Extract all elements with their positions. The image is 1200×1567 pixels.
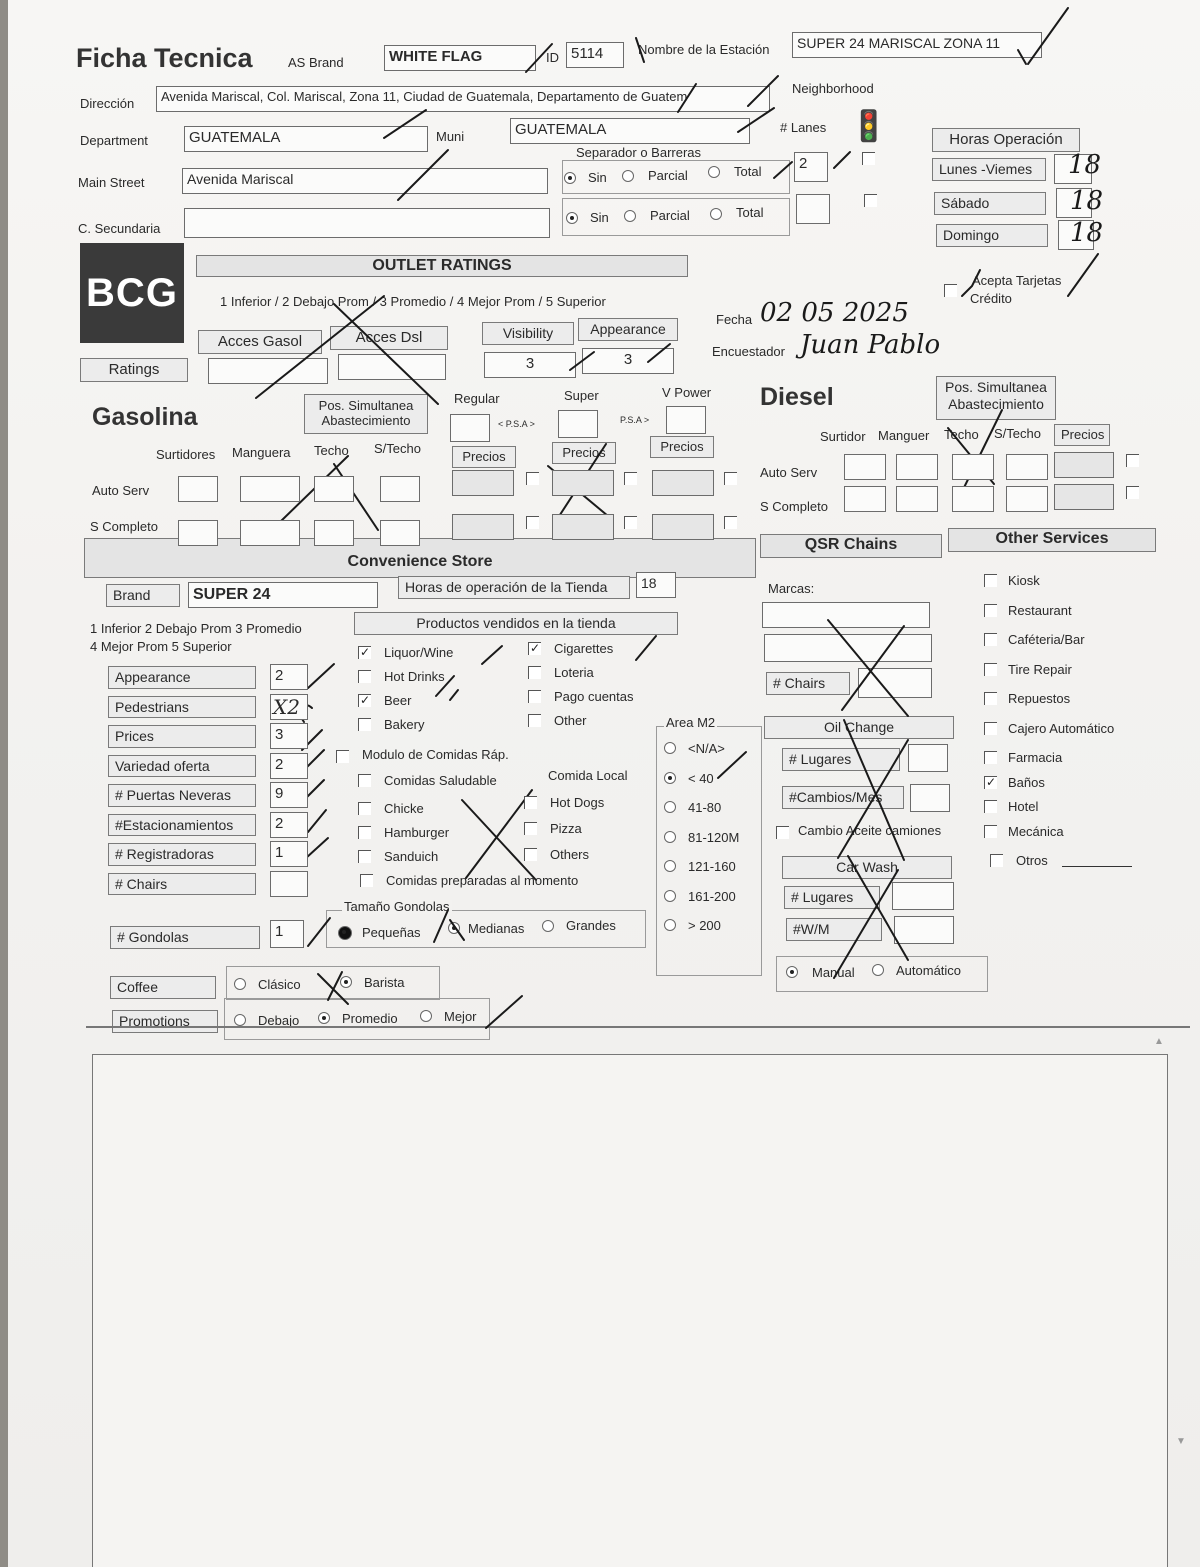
medianas-label: Medianas	[468, 921, 525, 936]
separador-label: Separador o Barreras	[576, 145, 702, 160]
gasolina-price-checkbox[interactable]	[724, 472, 737, 485]
acepta-tarjetas-label: Acepta Tarjetas	[972, 273, 1062, 288]
id-field[interactable]: 5114	[566, 42, 624, 68]
product-label: Beer	[384, 693, 412, 708]
comida-local-label: Comida Local	[548, 768, 628, 783]
qsr-chains-title: QSR Chains	[760, 534, 942, 558]
secundaria-label: C. Secundaria	[78, 221, 161, 236]
area-radio[interactable]	[664, 801, 676, 813]
store-metric-value[interactable]: 9	[270, 782, 308, 808]
neighborhood-label: Neighborhood	[792, 81, 874, 96]
total-label-1: Total	[734, 164, 762, 179]
acces-dsl-label: Acces Dsl	[330, 326, 448, 350]
diesel-cell[interactable]	[896, 454, 938, 480]
main-street-field[interactable]: Avenida Mariscal	[182, 168, 548, 194]
horas-tienda-field[interactable]: 18	[636, 572, 676, 598]
grandes-label: Grandes	[566, 918, 616, 933]
pequenas-label: Pequeñas	[362, 925, 421, 940]
product-checkbox[interactable]	[528, 666, 541, 679]
store-metric-label: Variedad oferta	[108, 755, 256, 778]
gasolina-title: Gasolina	[92, 403, 198, 431]
lanes-field[interactable]: 2	[794, 152, 828, 182]
gasolina-pos-simultanea-text: Pos. Simultanea	[318, 398, 414, 413]
store-metric-value[interactable]: 2	[270, 753, 308, 779]
mejor-label: Mejor	[444, 1009, 477, 1024]
service-checkbox[interactable]	[984, 692, 997, 705]
store-metric-label: Appearance	[108, 666, 256, 689]
manual-label: Manual	[812, 965, 855, 980]
area-radio[interactable]	[664, 919, 676, 931]
product-label: Loteria	[554, 665, 594, 680]
product-checkbox[interactable]: ✓	[359, 693, 371, 707]
department-field[interactable]: GUATEMALA	[184, 126, 428, 152]
diesel-title: Diesel	[760, 383, 834, 411]
store-metric-value[interactable]: X2	[270, 694, 308, 720]
food-label: Comidas preparadas al momento	[386, 873, 579, 888]
convenience-store-title: Convenience Store	[84, 538, 756, 578]
service-label: Mecánica	[1008, 823, 1064, 839]
gasolina-abastecimiento-text: Abastecimiento	[321, 413, 411, 428]
service-checkbox[interactable]	[984, 800, 997, 813]
area-option-label: 81-120M	[688, 829, 740, 845]
muni-field[interactable]: GUATEMALA	[510, 118, 750, 144]
psa-label-2: P.S.A >	[620, 415, 650, 425]
appearance-label: Appearance	[578, 318, 678, 341]
area-option-label: 41-80	[688, 800, 722, 815]
gasolina-cell[interactable]	[314, 476, 354, 502]
service-checkbox[interactable]	[984, 825, 997, 838]
mangueras-label: Manguera	[232, 445, 291, 460]
s-techo-label: S/Techo	[374, 441, 421, 456]
food-label: Hamburger	[384, 825, 450, 840]
product-checkbox[interactable]	[358, 670, 371, 683]
service-checkbox[interactable]	[984, 574, 997, 587]
parcial-label-1: Parcial	[648, 168, 688, 183]
visibility-field[interactable]: 3	[484, 352, 576, 378]
marcas-label: Marcas:	[768, 581, 815, 596]
product-label: Pago cuentas	[554, 689, 634, 704]
super-label: Super	[564, 388, 599, 403]
product-label: Liquor/Wine	[384, 645, 454, 660]
car-wash-label: Car Wash	[782, 856, 952, 879]
gasolina-price-field[interactable]	[552, 470, 614, 496]
s-completo-label: S Completo	[90, 519, 158, 534]
food-label: Chicke	[384, 801, 424, 816]
horas-operacion-label: Horas Operación	[932, 128, 1080, 152]
brand-label: Brand	[106, 584, 180, 607]
productos-label: Productos vendidos en la tienda	[354, 612, 678, 635]
service-label: Tire Repair	[1008, 661, 1072, 677]
area-radio[interactable]	[664, 831, 676, 843]
qsr-chairs-label: # Chairs	[766, 672, 850, 695]
form-title: Ficha Tecnica	[76, 43, 253, 73]
food-checkbox[interactable]	[358, 774, 371, 787]
store-metric-value[interactable]: 2	[270, 664, 308, 690]
cambios-mes-label: #Cambios/Mes	[782, 786, 904, 809]
scroll-down-icon[interactable]: ▼	[1176, 1436, 1186, 1447]
service-label: Caféteria/Bar	[1008, 632, 1085, 647]
area-option-label: 161-200	[688, 888, 736, 904]
gasolina-price-checkbox[interactable]	[624, 516, 637, 529]
product-label: Bakery	[384, 717, 425, 732]
outlet-ratings-title: OUTLET RATINGS	[196, 255, 688, 277]
weekdays-label: Lunes -Viemes	[932, 158, 1046, 181]
credito-label: Crédito	[970, 291, 1012, 306]
gasolina-cell[interactable]	[380, 520, 420, 546]
diesel-cell[interactable]	[952, 486, 994, 512]
appearance-field[interactable]: 3	[582, 348, 674, 374]
diesel-precios-label: Precios	[1054, 424, 1110, 446]
service-checkbox[interactable]	[984, 663, 997, 676]
diesel-price-checkbox[interactable]	[1126, 454, 1139, 467]
station-name-label: Nombre de la Estación	[638, 42, 770, 57]
id-label: ID	[546, 50, 559, 65]
product-checkbox[interactable]: ✓	[529, 641, 541, 655]
food-checkbox[interactable]	[524, 796, 537, 809]
direccion-label: Dirección	[80, 96, 135, 111]
modulo-comidas-label: Modulo de Comidas Ráp.	[362, 747, 509, 762]
area-radio[interactable]	[664, 860, 676, 872]
car-wash-wm-label: #W/M	[786, 918, 882, 941]
debajo-label: Debajo	[258, 1013, 300, 1028]
food-label: Others	[550, 847, 590, 862]
store-metric-label: Pedestrians	[108, 696, 256, 719]
cambio-camiones-label: Cambio Aceite camiones	[798, 823, 942, 838]
area-option-label: 121-160	[688, 859, 736, 874]
gasolina-cell[interactable]	[178, 520, 218, 546]
gasolina-price-checkbox[interactable]	[724, 516, 737, 529]
promedio-label: Promedio	[342, 1011, 398, 1026]
precios-super-label: Precios	[552, 442, 616, 464]
direccion-field[interactable]: Avenida Mariscal, Col. Mariscal, Zona 11, Ciudad de Guatemala, Departamento de Guatem	[156, 86, 770, 112]
department-label: Department	[80, 133, 148, 148]
other-services-title: Other Services	[948, 528, 1156, 552]
service-label: Hotel	[1008, 799, 1039, 814]
store-metric-label: # Registradoras	[108, 843, 256, 866]
manguer-label: Manguer	[878, 428, 930, 443]
diesel-cell[interactable]	[952, 454, 994, 480]
gasolina-price-field[interactable]	[652, 514, 714, 540]
area-option-label: <N/A>	[688, 741, 725, 756]
diesel-cell[interactable]	[844, 486, 886, 512]
brand-field[interactable]: SUPER 24	[188, 582, 378, 608]
automatico-label: Automático	[896, 963, 962, 978]
gasolina-price-checkbox[interactable]	[624, 472, 637, 485]
form-sheet	[8, 0, 1200, 1567]
fecha-value: 02 05 2025	[760, 298, 909, 328]
saturday-hours: 18	[1070, 186, 1104, 216]
diesel-abastecimiento-text: Abastecimiento	[948, 396, 1044, 412]
fecha-label: Fecha	[716, 312, 753, 327]
food-label: Comidas Saludable	[384, 773, 497, 788]
service-label: Kiosk	[1008, 573, 1040, 588]
product-checkbox[interactable]: ✓	[359, 645, 371, 659]
encuestador-label: Encuestador	[712, 344, 785, 359]
precios-regular-label: Precios	[452, 446, 516, 468]
gondolas-field[interactable]: 1	[270, 920, 304, 948]
store-metric-label: Prices	[108, 725, 256, 748]
area-radio[interactable]	[664, 742, 676, 754]
product-label: Cigarettes	[554, 641, 614, 656]
area-option-label: > 200	[688, 918, 721, 933]
product-label: Other	[554, 713, 587, 728]
gondolas-label: # Gondolas	[110, 926, 260, 949]
service-checkbox[interactable]	[984, 604, 997, 617]
visibility-label: Visibility	[482, 322, 574, 345]
auto-serv-label: Auto Serv	[92, 483, 150, 498]
total-label-2: Total	[736, 205, 764, 220]
store-scale-line1: 1 Inferior 2 Debajo Prom 3 Promedio	[90, 621, 302, 636]
store-metric-value[interactable]	[270, 871, 308, 897]
horas-tienda-label: Horas de operación de la Tienda	[398, 576, 630, 599]
traffic-light-icon: 🚦	[850, 110, 888, 143]
scroll-up-icon[interactable]: ▲	[1154, 1036, 1164, 1047]
weekdays-hours: 18	[1068, 150, 1102, 180]
food-label: Hot Dogs	[550, 795, 605, 810]
gasolina-cell[interactable]	[314, 520, 354, 546]
store-scale-line2: 4 Mejor Prom 5 Superior	[90, 639, 232, 654]
gasolina-price-field[interactable]	[652, 470, 714, 496]
gasolina-price-checkbox[interactable]	[526, 516, 539, 529]
gasolina-cell[interactable]	[178, 476, 218, 502]
muni-label: Muni	[436, 129, 465, 144]
area-radio[interactable]	[664, 772, 676, 784]
sunday-hours: 18	[1070, 218, 1104, 248]
lanes-label: # Lanes	[780, 120, 827, 135]
promotions-label: Promotions	[112, 1010, 218, 1033]
store-metric-label: # Puertas Neveras	[108, 784, 256, 807]
tamano-gondolas-label: Tamaño Gondolas	[344, 899, 450, 914]
diesel-price-field[interactable]	[1054, 452, 1114, 478]
gasolina-cell[interactable]	[240, 476, 300, 502]
gasolina-price-field[interactable]	[552, 514, 614, 540]
service-checkbox[interactable]	[984, 722, 997, 735]
product-checkbox[interactable]	[528, 714, 541, 727]
diesel-cell[interactable]	[896, 486, 938, 512]
diesel-techo-label: Techo	[944, 427, 979, 442]
diesel-cell[interactable]	[1006, 486, 1048, 512]
station-name-field[interactable]: SUPER 24 MARISCAL ZONA 11	[792, 32, 1042, 58]
food-checkbox[interactable]	[524, 848, 537, 861]
clasico-label: Clásico	[258, 977, 301, 992]
service-label: Baños	[1008, 774, 1045, 790]
area-radio[interactable]	[664, 890, 676, 902]
gasolina-price-checkbox[interactable]	[526, 472, 539, 485]
food-checkbox[interactable]	[524, 822, 537, 835]
sin-label-2: Sin	[590, 210, 609, 225]
service-label: Repuestos	[1008, 691, 1071, 706]
store-metric-value[interactable]: 2	[270, 812, 308, 838]
food-checkbox[interactable]	[358, 826, 371, 839]
diesel-cell[interactable]	[844, 454, 886, 480]
store-metric-value[interactable]: 1	[270, 841, 308, 867]
techo-label: Techo	[314, 443, 349, 458]
as-brand-label: AS Brand	[288, 55, 344, 70]
car-wash-lugares-label: # Lugares	[784, 886, 880, 909]
store-metric-label: # Chairs	[108, 873, 256, 896]
diesel-s-techo-label: S/Techo	[994, 426, 1041, 441]
service-label: Restaurant	[1008, 602, 1072, 618]
store-metric-value[interactable]: 3	[270, 723, 308, 749]
oil-lugares-label: # Lugares	[782, 748, 900, 771]
food-checkbox[interactable]	[358, 802, 371, 815]
service-label: Farmacia	[1008, 750, 1063, 765]
oil-change-label: Oil Change	[764, 716, 954, 739]
area-option-label: < 40	[688, 770, 714, 786]
product-checkbox[interactable]	[528, 690, 541, 703]
food-label: Sanduich	[384, 849, 439, 864]
gasolina-price-field[interactable]	[452, 514, 514, 540]
service-checkbox[interactable]	[984, 751, 997, 764]
diesel-cell[interactable]	[1006, 454, 1048, 480]
food-checkbox[interactable]	[358, 850, 371, 863]
bcg-logo: BCG	[80, 243, 184, 343]
as-brand-field[interactable]: WHITE FLAG	[384, 45, 536, 71]
product-label: Hot Drinks	[384, 669, 445, 684]
sunday-label: Domingo	[936, 224, 1048, 247]
coffee-label: Coffee	[110, 976, 216, 999]
parcial-label-2: Parcial	[650, 208, 690, 223]
area-m2-label: Area M2	[666, 715, 716, 730]
food-checkbox[interactable]	[360, 874, 373, 887]
acces-gasol-label: Acces Gasol	[198, 330, 322, 354]
service-label: Cajero Automático	[1008, 720, 1115, 736]
psa-label-1: < P.S.A >	[498, 419, 535, 429]
food-label: Pizza	[550, 821, 582, 836]
v-power-label: V Power	[662, 385, 712, 400]
saturday-label: Sábado	[934, 192, 1046, 215]
outlet-rating-scale: 1 Inferior / 2 Debajo Prom / 3 Promedio / 4 Mejor Prom / 5 Superior	[220, 294, 606, 309]
main-street-label: Main Street	[78, 175, 145, 190]
service-checkbox[interactable]: ✓	[985, 774, 997, 789]
diesel-price-checkbox[interactable]	[1126, 486, 1139, 499]
service-checkbox[interactable]	[984, 633, 997, 646]
surtidor-label: Surtidor	[820, 429, 866, 444]
product-checkbox[interactable]	[358, 718, 371, 731]
otros-label: Otros	[1016, 853, 1048, 868]
precios-vpower-label: Precios	[650, 436, 714, 458]
diesel-pos-simultanea-text: Pos. Simultanea	[945, 379, 1047, 395]
diesel-s-completo-label: S Completo	[760, 499, 828, 514]
barista-label: Barista	[364, 975, 405, 990]
gasolina-price-field[interactable]	[452, 470, 514, 496]
diesel-price-field[interactable]	[1054, 484, 1114, 510]
ratings-label: Ratings	[80, 358, 188, 382]
encuestador-value: Juan Pablo	[800, 330, 941, 360]
gasolina-cell[interactable]	[240, 520, 300, 546]
gasolina-cell[interactable]	[380, 476, 420, 502]
check-mark	[1028, 8, 1068, 64]
x-mark	[256, 296, 438, 404]
diesel-auto-serv-label: Auto Serv	[760, 465, 818, 480]
store-metric-label: #Estacionamientos	[108, 814, 256, 837]
surtidores-label: Surtidores	[156, 447, 216, 462]
regular-label: Regular	[454, 391, 500, 406]
sin-label-1: Sin	[588, 170, 607, 185]
